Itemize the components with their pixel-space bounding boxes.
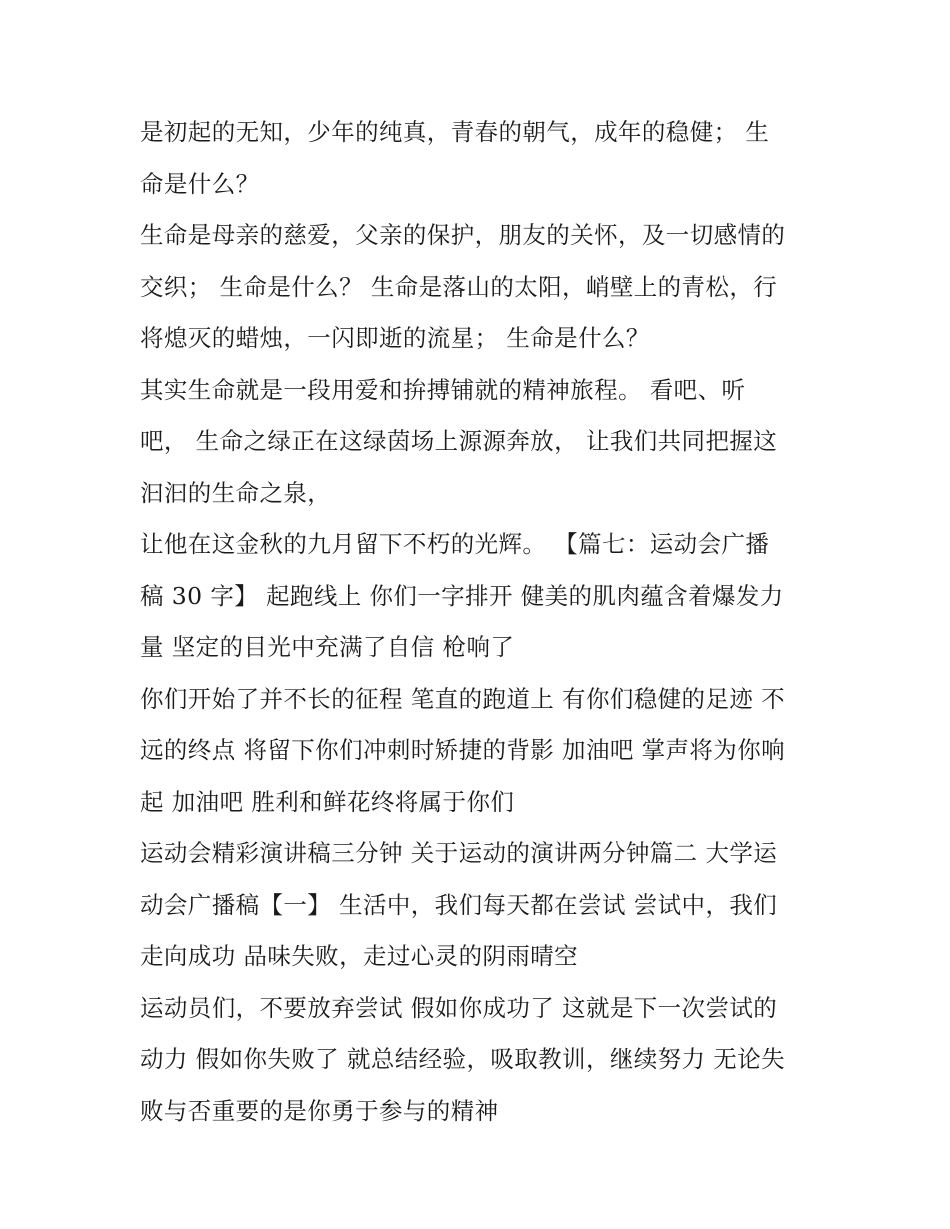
text-line: 让他在这金秋的九月留下不朽的光辉。 【篇七：运动会广播: [140, 530, 770, 558]
text-line: 动力 假如你失败了 就总结经验，吸取教训，继续努力 无论失: [140, 1045, 786, 1073]
text-line: 吧， 生命之绿正在这绿茵场上源源奔放， 让我们共同把握这: [140, 427, 778, 455]
text-line: 其实生命就是一段用爱和拚搏铺就的精神旅程。 看吧、听: [140, 375, 746, 404]
text-line: 是初起的无知，少年的纯真，青春的朝气，成年的稳健； 生: [140, 118, 770, 146]
text-line: 稿 30 字】 起跑线上 你们一字排开 健美的肌肉蕴含着爆发力: [140, 581, 784, 610]
text-line: 命是什么？: [140, 169, 260, 198]
text-line: 走向成功 品味失败，走过心灵的阴雨晴空: [140, 942, 579, 970]
text-line: 起 加油吧 胜利和鲜花终将属于你们: [140, 787, 515, 816]
text-line: 交织； 生命是什么？ 生命是落山的太阳，峭壁上的青松，行: [140, 272, 778, 301]
text-line: 运动会精彩演讲稿三分钟 关于运动的演讲两分钟篇二 大学运: [140, 839, 778, 867]
text-line: 汩汩的生命之泉，: [140, 478, 332, 507]
body-text: [140, 107, 830, 1137]
text-line: 生命是母亲的慈爱，父亲的保护，朋友的关怀，及一切感情的: [140, 221, 786, 249]
text-line: 运动员们，不要放弃尝试 假如你成功了 这就是下一次尝试的: [140, 993, 778, 1022]
text-line: 远的终点 将留下你们冲刺时矫捷的背影 加油吧 掌声将为你响: [140, 736, 786, 764]
text-line: 将熄灭的蜡烛，一闪即逝的流星； 生命是什么？: [140, 324, 650, 352]
text-line: 动会广播稿【一】 生活中，我们每天都在尝试 尝试中，我们: [140, 890, 778, 919]
text-line: 你们开始了并不长的征程 笔直的跑道上 有你们稳健的足迹 不: [140, 684, 786, 713]
text-line: 量 坚定的目光中充满了自信 枪响了: [140, 633, 515, 661]
text-line: 败与否重要的是你勇于参与的精神: [140, 1096, 499, 1125]
